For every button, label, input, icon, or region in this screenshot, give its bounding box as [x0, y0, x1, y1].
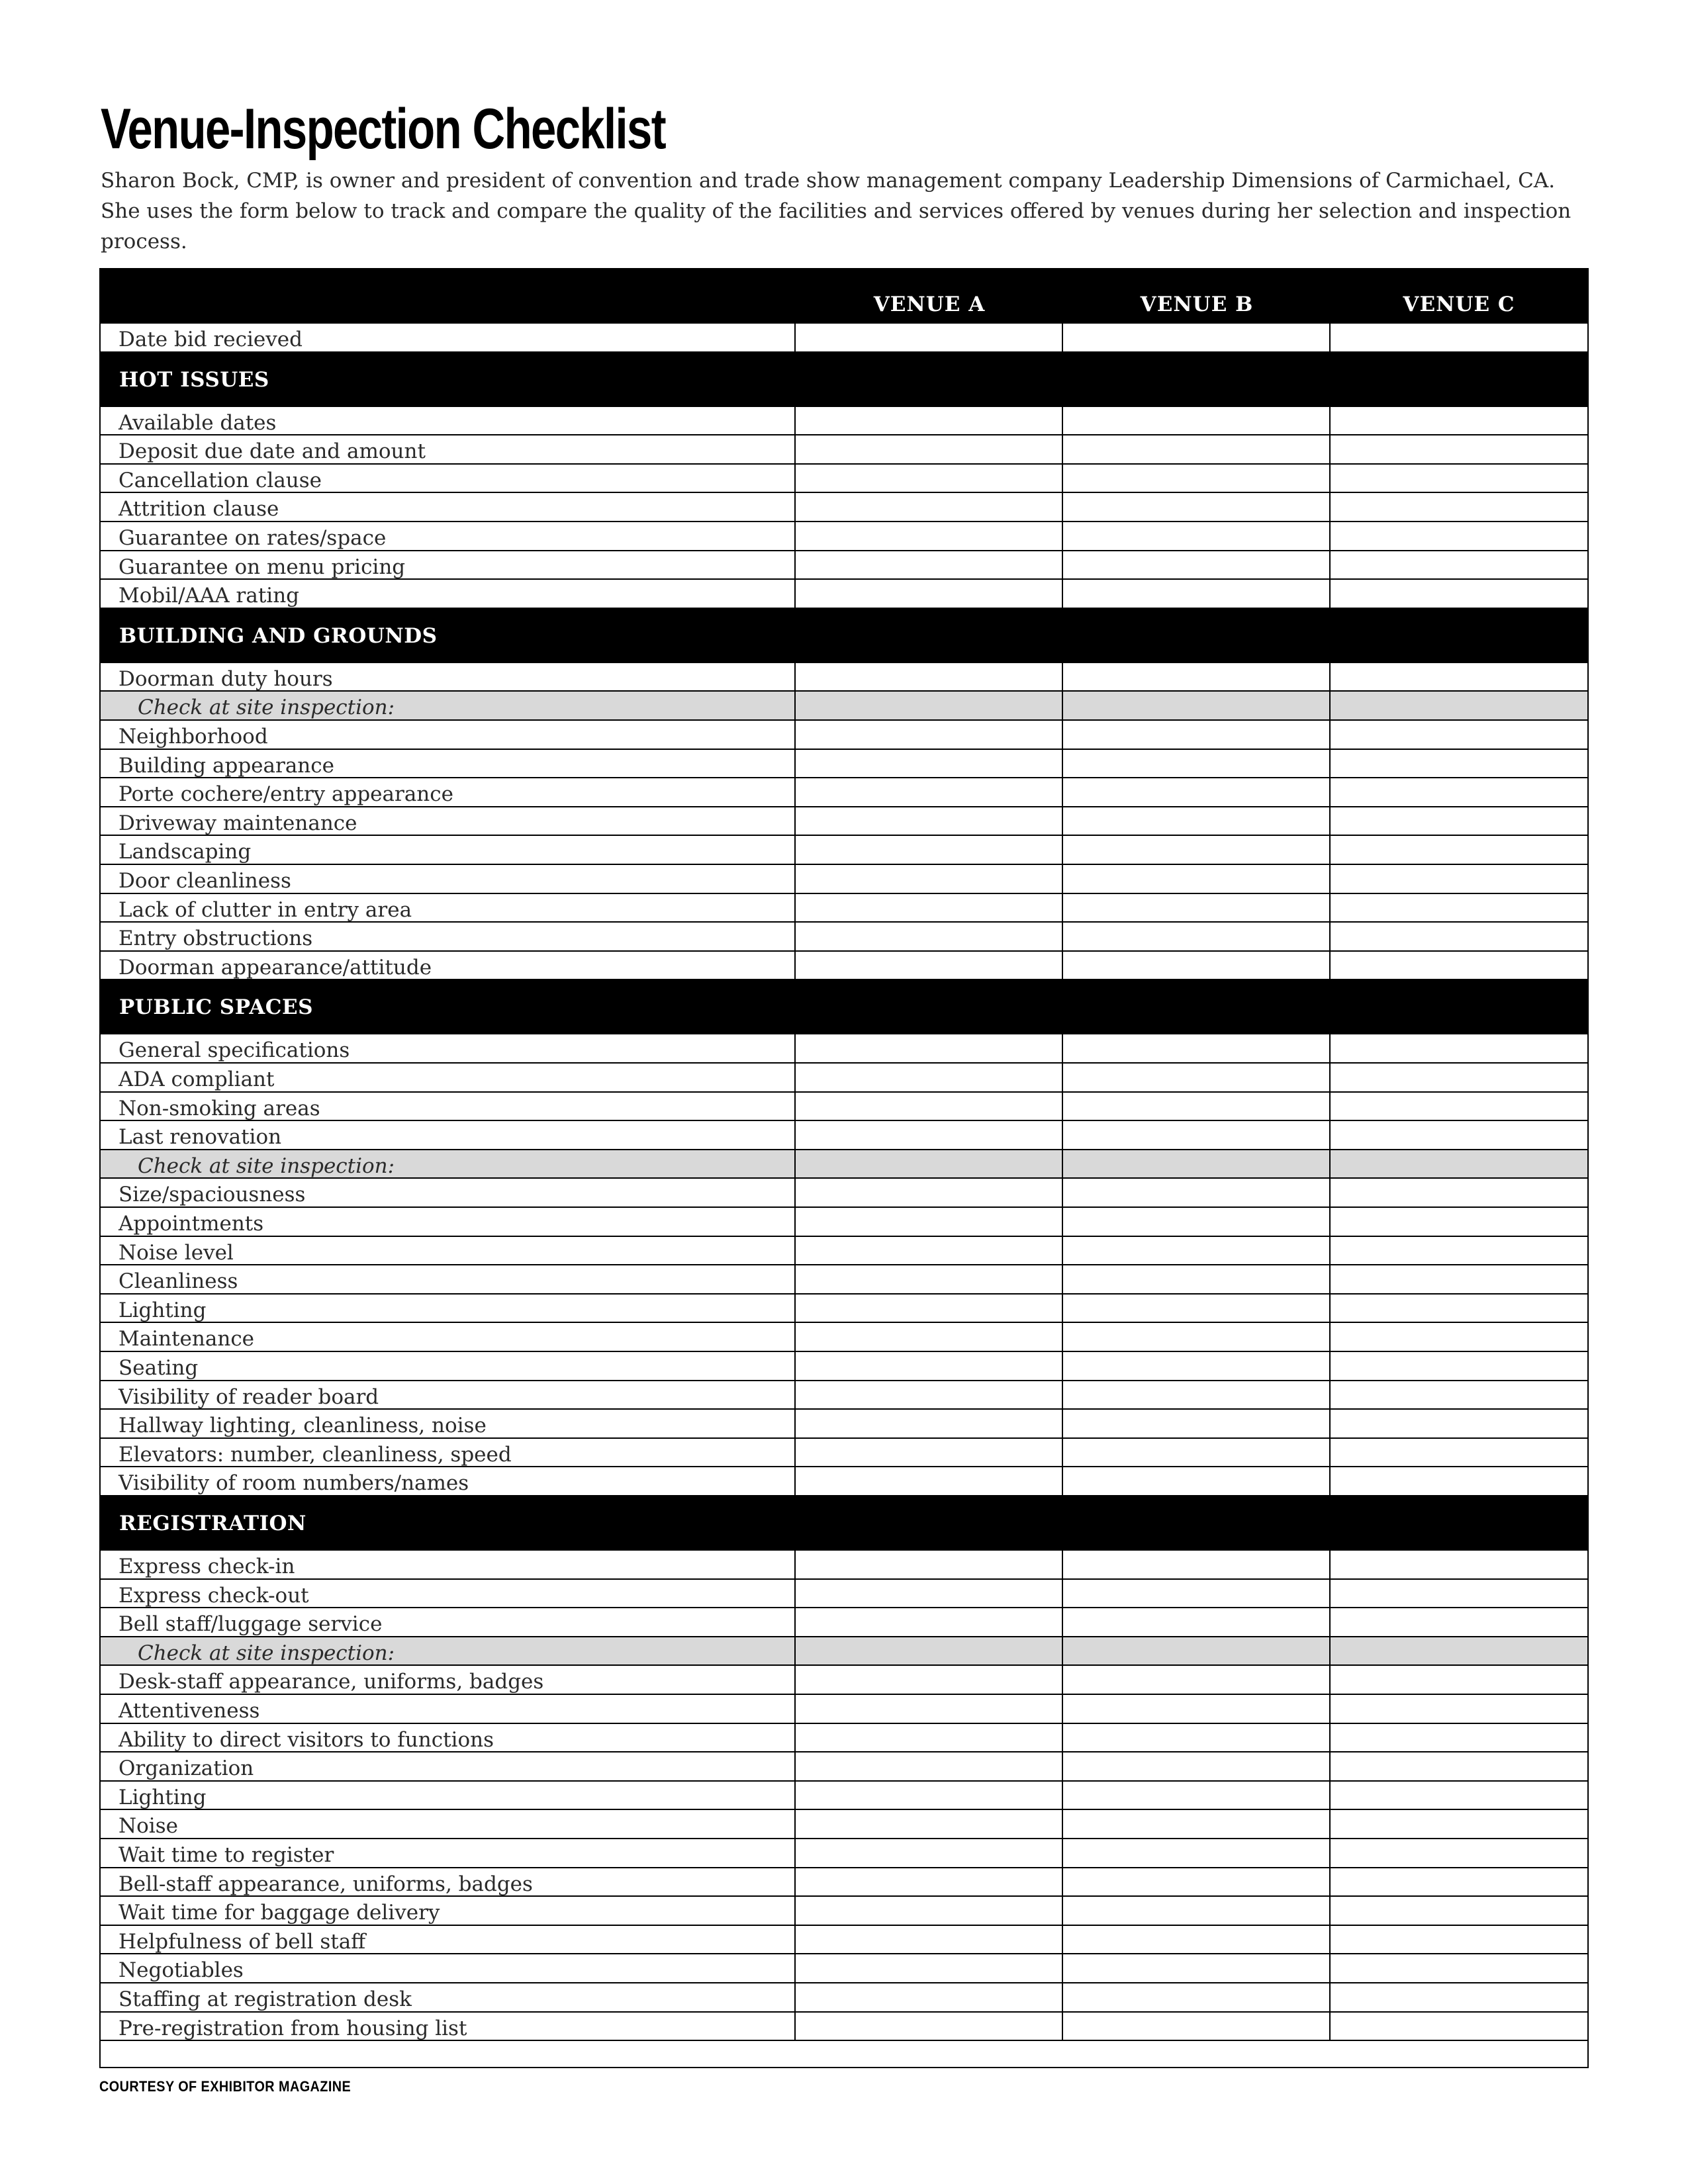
venue-b-cell[interactable] — [1063, 1580, 1331, 1608]
venue-a-cell[interactable] — [796, 493, 1063, 521]
venue-a-cell[interactable] — [796, 1897, 1063, 1925]
venue-a-cell[interactable] — [796, 1666, 1063, 1694]
venue-c-cell[interactable] — [1331, 522, 1587, 550]
venue-c-cell[interactable] — [1331, 807, 1587, 835]
venue-c-cell[interactable] — [1331, 1064, 1587, 1091]
venue-b-cell[interactable] — [1063, 1295, 1331, 1322]
venue-b-cell[interactable] — [1063, 1034, 1331, 1062]
venue-c-cell[interactable] — [1331, 836, 1587, 864]
venue-b-cell[interactable] — [1063, 1410, 1331, 1437]
venue-c-cell[interactable] — [1331, 1093, 1587, 1120]
checklist-row — [101, 1323, 1587, 1352]
venue-a-cell[interactable] — [796, 1868, 1063, 1896]
venue-a-cell — [796, 1150, 1063, 1178]
checklist-row — [101, 750, 1587, 779]
venue-b-cell[interactable] — [1063, 1926, 1331, 1954]
checklist-table — [99, 268, 1589, 2068]
checklist-row — [101, 2013, 1587, 2042]
row-label: Bell staff/luggage service — [101, 1608, 796, 1636]
checklist-row — [101, 894, 1587, 923]
row-label: Organization — [101, 1752, 796, 1780]
venue-b-cell[interactable] — [1063, 551, 1331, 579]
venue-a-cell[interactable] — [796, 807, 1063, 835]
checklist-row — [101, 1551, 1587, 1580]
venue-a-cell[interactable] — [796, 1295, 1063, 1322]
row-label: Last renovation — [101, 1121, 796, 1149]
row-label: General specifications — [101, 1034, 796, 1062]
venue-c-cell[interactable] — [1331, 1208, 1587, 1236]
checklist-row — [101, 1295, 1587, 1324]
venue-b-cell[interactable] — [1063, 1237, 1331, 1265]
checklist-row — [101, 952, 1587, 981]
venue-b-cell[interactable] — [1063, 1064, 1331, 1091]
checklist-row — [101, 1439, 1587, 1468]
venue-b-cell — [1063, 692, 1331, 719]
venue-c-cell[interactable] — [1331, 1810, 1587, 1838]
venue-c-cell — [1331, 692, 1587, 719]
venue-c-cell[interactable] — [1331, 778, 1587, 806]
checklist-row — [101, 1608, 1587, 1637]
header-venue-a: VENUE A — [873, 293, 986, 316]
venue-b-cell[interactable] — [1063, 493, 1331, 521]
section-title: REGISTRATION — [119, 1512, 306, 1535]
checklist-row — [101, 465, 1587, 494]
venue-b-cell — [1063, 1637, 1331, 1665]
checklist-row — [101, 1179, 1587, 1208]
venue-c-cell[interactable] — [1331, 721, 1587, 749]
row-label: Deposit due date and amount — [101, 435, 796, 463]
venue-b-cell[interactable] — [1063, 1439, 1331, 1467]
venue-c-cell[interactable] — [1331, 1580, 1587, 1608]
venue-a-cell[interactable] — [796, 1237, 1063, 1265]
venue-c-cell[interactable] — [1331, 2013, 1587, 2040]
row-label: Staffing at registration desk — [101, 1983, 796, 2011]
venue-b-cell[interactable] — [1063, 1121, 1331, 1149]
checklist-row — [101, 1926, 1587, 1955]
venue-a-cell[interactable] — [796, 1695, 1063, 1723]
checklist-row — [101, 1724, 1587, 1753]
row-label: Doorman duty hours — [101, 663, 796, 691]
venue-b-cell[interactable] — [1063, 465, 1331, 492]
row-label: Helpfulness of bell staff — [101, 1926, 796, 1954]
row-label: Porte cochere/entry appearance — [101, 778, 796, 806]
subheading-label: Check at site inspection: — [101, 692, 796, 719]
row-label: Doorman appearance/attitude — [101, 952, 796, 979]
venue-a-cell[interactable] — [796, 1983, 1063, 2011]
venue-c-cell[interactable] — [1331, 1034, 1587, 1062]
venue-a-cell[interactable] — [796, 1323, 1063, 1351]
venue-a-cell[interactable] — [796, 435, 1063, 463]
checklist-row — [101, 1237, 1587, 1266]
checklist-row — [101, 1467, 1587, 1496]
venue-c-cell[interactable] — [1331, 1179, 1587, 1206]
checklist-row — [101, 1695, 1587, 1724]
venue-c-cell[interactable] — [1331, 1467, 1587, 1495]
row-label: Mobil/AAA rating — [101, 580, 796, 608]
venue-c-cell — [1331, 1637, 1587, 1665]
venue-c-cell[interactable] — [1331, 580, 1587, 608]
venue-a-cell[interactable] — [796, 2013, 1063, 2040]
venue-c-cell[interactable] — [1331, 894, 1587, 922]
venue-b-cell[interactable] — [1063, 663, 1331, 691]
row-label: Wait time to register — [101, 1839, 796, 1867]
venue-b-cell[interactable] — [1063, 1208, 1331, 1236]
row-label: Ability to direct visitors to functions — [101, 1724, 796, 1752]
section-header-row — [101, 353, 1587, 407]
venue-c-cell[interactable] — [1331, 1551, 1587, 1578]
venue-c-cell[interactable] — [1331, 1839, 1587, 1867]
venue-b-cell[interactable] — [1063, 1868, 1331, 1896]
venue-c-cell[interactable] — [1331, 952, 1587, 979]
header-label-cell — [101, 269, 796, 324]
row-label: Guarantee on rates/space — [101, 522, 796, 550]
row-label: Express check-in — [101, 1551, 796, 1578]
venue-b-cell[interactable] — [1063, 580, 1331, 608]
row-label: Landscaping — [101, 836, 796, 864]
checklist-row — [101, 721, 1587, 750]
venue-b-cell[interactable] — [1063, 522, 1331, 550]
checklist-row — [101, 580, 1587, 609]
venue-a-cell[interactable] — [796, 1439, 1063, 1467]
checklist-row — [101, 865, 1587, 894]
subheading-row — [101, 1150, 1587, 1179]
venue-c-cell[interactable] — [1331, 1352, 1587, 1380]
venue-a-cell[interactable] — [796, 324, 1063, 351]
venue-b-cell[interactable] — [1063, 1983, 1331, 2011]
venue-a-cell[interactable] — [796, 1551, 1063, 1578]
checklist-row — [101, 1064, 1587, 1093]
subheading-label: Check at site inspection: — [101, 1150, 796, 1178]
venue-a-cell — [796, 692, 1063, 719]
checklist-row — [101, 923, 1587, 952]
checklist-row — [101, 407, 1587, 436]
venue-b-cell[interactable] — [1063, 952, 1331, 979]
row-label: Seating — [101, 1352, 796, 1380]
venue-b-cell[interactable] — [1063, 1897, 1331, 1925]
venue-a-cell[interactable] — [796, 1034, 1063, 1062]
venue-a-cell[interactable] — [796, 865, 1063, 893]
checklist-row — [101, 1954, 1587, 1983]
section-title: BUILDING AND GROUNDS — [119, 623, 438, 648]
venue-a-cell[interactable] — [796, 952, 1063, 979]
venue-c-cell[interactable] — [1331, 1897, 1587, 1925]
venue-c-cell[interactable] — [1331, 1695, 1587, 1723]
venue-a-cell[interactable] — [796, 1810, 1063, 1838]
checklist-row — [101, 1580, 1587, 1609]
venue-c-cell[interactable] — [1331, 1439, 1587, 1467]
venue-c-cell[interactable] — [1331, 1295, 1587, 1322]
venue-c-cell[interactable] — [1331, 407, 1587, 435]
row-label: Pre-registration from housing list — [101, 2013, 796, 2040]
venue-a-cell[interactable] — [796, 923, 1063, 950]
venue-a-cell[interactable] — [796, 1580, 1063, 1608]
venue-c-cell[interactable] — [1331, 1666, 1587, 1694]
row-label: Guarantee on menu pricing — [101, 551, 796, 579]
venue-a-cell[interactable] — [796, 580, 1063, 608]
checklist-row — [101, 324, 1587, 353]
checklist-row — [101, 1839, 1587, 1868]
venue-b-cell[interactable] — [1063, 778, 1331, 806]
venue-b-cell[interactable] — [1063, 894, 1331, 922]
venue-a-cell[interactable] — [796, 894, 1063, 922]
venue-a-cell[interactable] — [796, 1093, 1063, 1120]
row-label: Visibility of room numbers/names — [101, 1467, 796, 1495]
venue-b-cell[interactable] — [1063, 1666, 1331, 1694]
checklist-row — [101, 807, 1587, 837]
venue-c-cell[interactable] — [1331, 1410, 1587, 1437]
checklist-row — [101, 663, 1587, 692]
row-label: Available dates — [101, 407, 796, 435]
checklist-row — [101, 1381, 1587, 1410]
venue-a-cell[interactable] — [796, 1381, 1063, 1409]
venue-a-cell[interactable] — [796, 663, 1063, 691]
venue-a-cell[interactable] — [796, 1121, 1063, 1149]
checklist-row — [101, 1352, 1587, 1381]
venue-c-cell[interactable] — [1331, 1381, 1587, 1409]
row-label: Size/spaciousness — [101, 1179, 796, 1206]
venue-a-cell[interactable] — [796, 1064, 1063, 1091]
intro-paragraph: Sharon Bock, CMP, is owner and president of convention and trade show management company Leadership Dimensions of Carmichael, CA. She uses the form below to track and compare the quality of the facilities and services offered by venues during her selection and inspection process. — [101, 169, 1571, 253]
checklist-row — [101, 1666, 1587, 1695]
row-label: Wait time for baggage delivery — [101, 1897, 796, 1925]
venue-a-cell[interactable] — [796, 1410, 1063, 1437]
venue-b-cell[interactable] — [1063, 407, 1331, 435]
checklist-row — [101, 522, 1587, 551]
venue-c-cell[interactable] — [1331, 1121, 1587, 1149]
subheading-label: Check at site inspection: — [101, 1637, 796, 1665]
header-venue-c: VENUE C — [1403, 293, 1515, 316]
venue-b-cell[interactable] — [1063, 1381, 1331, 1409]
row-label: Cleanliness — [101, 1265, 796, 1293]
row-label: Maintenance — [101, 1323, 796, 1351]
venue-a-cell[interactable] — [796, 465, 1063, 492]
section-header-row — [101, 980, 1587, 1034]
venue-c-cell[interactable] — [1331, 1724, 1587, 1752]
venue-a-cell[interactable] — [796, 836, 1063, 864]
venue-c-cell[interactable] — [1331, 750, 1587, 778]
venue-a-cell[interactable] — [796, 721, 1063, 749]
subheading-row — [101, 692, 1587, 721]
row-label: Lack of clutter in entry area — [101, 894, 796, 922]
venue-c-cell[interactable] — [1331, 1237, 1587, 1265]
row-label: Lighting — [101, 1782, 796, 1809]
venue-b-cell[interactable] — [1063, 435, 1331, 463]
courtesy-credit: COURTESY OF EXHIBITOR MAGAZINE — [99, 2078, 352, 2095]
venue-c-cell[interactable] — [1331, 1265, 1587, 1293]
row-label: Building appearance — [101, 750, 796, 778]
venue-c-cell[interactable] — [1331, 465, 1587, 492]
section-title: PUBLIC SPACES — [119, 995, 313, 1020]
venue-c-cell[interactable] — [1331, 923, 1587, 950]
row-label: Attentiveness — [101, 1695, 796, 1723]
venue-c-cell[interactable] — [1331, 1782, 1587, 1809]
row-label: Cancellation clause — [101, 465, 796, 492]
venue-b-cell[interactable] — [1063, 1810, 1331, 1838]
row-label: Negotiables — [101, 1954, 796, 1982]
venue-b-cell[interactable] — [1063, 807, 1331, 835]
checklist-row — [101, 1410, 1587, 1439]
checklist-row — [101, 1034, 1587, 1064]
venue-c-cell[interactable] — [1331, 435, 1587, 463]
venue-a-cell[interactable] — [796, 1782, 1063, 1809]
venue-b-cell[interactable] — [1063, 2013, 1331, 2040]
venue-a-cell[interactable] — [796, 1467, 1063, 1495]
row-label: Attrition clause — [101, 493, 796, 521]
venue-a-cell[interactable] — [796, 1926, 1063, 1954]
header-venue-b: VENUE B — [1140, 293, 1254, 316]
section-header-row — [101, 1496, 1587, 1551]
venue-a-cell[interactable] — [796, 750, 1063, 778]
venue-c-cell[interactable] — [1331, 493, 1587, 521]
table-header-row — [101, 269, 1587, 324]
venue-b-cell[interactable] — [1063, 721, 1331, 749]
venue-c-cell[interactable] — [1331, 1608, 1587, 1636]
venue-b-cell[interactable] — [1063, 1179, 1331, 1206]
checklist-row — [101, 836, 1587, 865]
venue-c-cell[interactable] — [1331, 1868, 1587, 1896]
venue-a-cell[interactable] — [796, 407, 1063, 435]
checklist-row — [101, 1208, 1587, 1237]
venue-a-cell[interactable] — [796, 1265, 1063, 1293]
row-label: Visibility of reader board — [101, 1381, 796, 1409]
row-label: ADA compliant — [101, 1064, 796, 1091]
venue-b-cell[interactable] — [1063, 836, 1331, 864]
venue-a-cell[interactable] — [796, 1839, 1063, 1867]
venue-c-cell[interactable] — [1331, 324, 1587, 351]
venue-b-cell[interactable] — [1063, 1352, 1331, 1380]
venue-a-cell[interactable] — [796, 1352, 1063, 1380]
row-label: Hallway lighting, cleanliness, noise — [101, 1410, 796, 1437]
venue-c-cell[interactable] — [1331, 1954, 1587, 1982]
venue-b-cell[interactable] — [1063, 1093, 1331, 1120]
checklist-row — [101, 1752, 1587, 1782]
checklist-row — [101, 1897, 1587, 1926]
venue-b-cell[interactable] — [1063, 1724, 1331, 1752]
page-title: Venue-Inspection Checklist — [101, 97, 666, 161]
venue-b-cell[interactable] — [1063, 1467, 1331, 1495]
row-label: Noise — [101, 1810, 796, 1838]
venue-b-cell[interactable] — [1063, 1782, 1331, 1809]
venue-b-cell[interactable] — [1063, 923, 1331, 950]
venue-a-cell[interactable] — [796, 1608, 1063, 1636]
venue-b-cell — [1063, 1150, 1331, 1178]
row-label: Appointments — [101, 1208, 796, 1236]
checklist-row — [101, 1782, 1587, 1811]
venue-a-cell[interactable] — [796, 1954, 1063, 1982]
row-label: Driveway maintenance — [101, 807, 796, 835]
checklist-row — [101, 1265, 1587, 1295]
row-label: Door cleanliness — [101, 865, 796, 893]
venue-b-cell[interactable] — [1063, 1839, 1331, 1867]
checklist-row — [101, 1810, 1587, 1839]
row-label: Neighborhood — [101, 721, 796, 749]
row-label: Express check-out — [101, 1580, 796, 1608]
row-label: Lighting — [101, 1295, 796, 1322]
venue-a-cell[interactable] — [796, 778, 1063, 806]
row-label: Bell-staff appearance, uniforms, badges — [101, 1868, 796, 1896]
venue-a-cell[interactable] — [796, 1724, 1063, 1752]
venue-c-cell[interactable] — [1331, 865, 1587, 893]
checklist-row — [101, 493, 1587, 522]
venue-a-cell[interactable] — [796, 1752, 1063, 1780]
venue-b-cell[interactable] — [1063, 1551, 1331, 1578]
venue-b-cell[interactable] — [1063, 750, 1331, 778]
checklist-row — [101, 1983, 1587, 2013]
venue-c-cell[interactable] — [1331, 551, 1587, 579]
venue-c-cell[interactable] — [1331, 1983, 1587, 2011]
venue-b-cell[interactable] — [1063, 1323, 1331, 1351]
section-header-row — [101, 609, 1587, 663]
venue-a-cell — [796, 1637, 1063, 1665]
venue-a-cell[interactable] — [796, 522, 1063, 550]
checklist-row — [101, 778, 1587, 807]
section-title: HOT ISSUES — [119, 367, 269, 392]
venue-a-cell[interactable] — [796, 551, 1063, 579]
venue-c-cell[interactable] — [1331, 1752, 1587, 1780]
checklist-row — [101, 1868, 1587, 1897]
row-label: Elevators: number, cleanliness, speed — [101, 1439, 796, 1467]
venue-c-cell[interactable] — [1331, 1926, 1587, 1954]
venue-b-cell[interactable] — [1063, 324, 1331, 351]
row-label: Noise level — [101, 1237, 796, 1265]
venue-b-cell[interactable] — [1063, 1608, 1331, 1636]
venue-b-cell[interactable] — [1063, 865, 1331, 893]
row-label: Non-smoking areas — [101, 1093, 796, 1120]
venue-b-cell[interactable] — [1063, 1695, 1331, 1723]
subheading-row — [101, 1637, 1587, 1666]
venue-b-cell[interactable] — [1063, 1954, 1331, 1982]
row-label: Entry obstructions — [101, 923, 796, 950]
row-label: Date bid recieved — [101, 324, 796, 351]
checklist-row — [101, 1121, 1587, 1150]
venue-a-cell[interactable] — [796, 1208, 1063, 1236]
venue-a-cell[interactable] — [796, 1179, 1063, 1206]
checklist-row — [101, 1093, 1587, 1122]
checklist-row — [101, 551, 1587, 580]
venue-c-cell[interactable] — [1331, 1323, 1587, 1351]
venue-b-cell[interactable] — [1063, 1265, 1331, 1293]
row-label: Desk-staff appearance, uniforms, badges — [101, 1666, 796, 1694]
venue-c-cell[interactable] — [1331, 663, 1587, 691]
venue-b-cell[interactable] — [1063, 1752, 1331, 1780]
checklist-row — [101, 435, 1587, 465]
venue-c-cell — [1331, 1150, 1587, 1178]
